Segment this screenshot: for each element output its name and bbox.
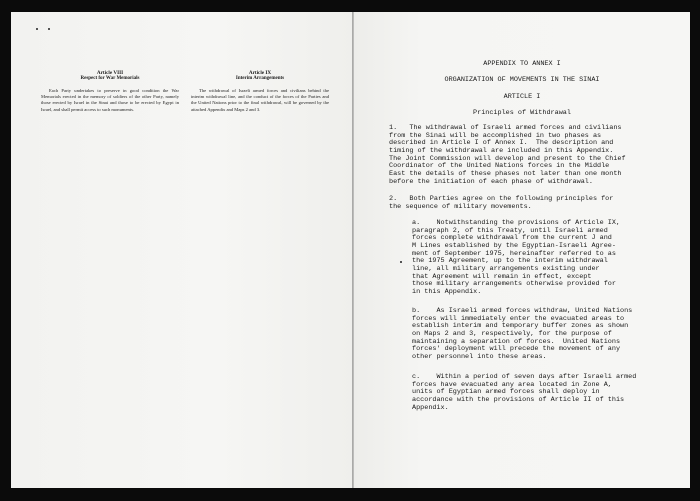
right-page bbox=[354, 12, 690, 488]
article-ix bbox=[191, 70, 329, 113]
appendix-subheading: ORGANIZATION OF MOVEMENTS IN THE SINAI bbox=[444, 76, 600, 84]
ink-dot bbox=[48, 28, 50, 30]
paragraph-1: 1. The withdrawal of Israeli armed forces and civilians from the Sinai will be accomplished in two phases as described in Article I of Annex I. The description and timing of the withdrawal are included in this Appendix. The Joint Commission will develop and present to the Chief Coordinator of the United Nations forces in the Middle East the details of these phases not later than one month before the initiation of each phase of withdrawal. bbox=[389, 124, 626, 186]
ink-dot bbox=[400, 261, 402, 263]
article-heading: ARTICLE I bbox=[503, 93, 541, 101]
article-viii-subtitle: Respect for War Memorials bbox=[80, 76, 140, 82]
paragraph-2b: b. As Israeli armed forces withdraw, United Nations forces will immediately enter the evacuated areas to establish interim and temporary buffer zones as shown on Maps 2 and 3, respectively, for the purpose of maintaining a separation of forces. United Nations forces' deployment will precede the movement of any other personnel into these areas. bbox=[412, 307, 633, 361]
ink-dot bbox=[36, 28, 38, 30]
paragraph-2a: a. Notwithstanding the provisions of Article IX, paragraph 2, of this Treaty, until Israeli armed forces complete withdrawal from the current J and M Lines established by the Egyptian-Israeli Agree- ment of September 1975, hereinafter referred to as the 1975 Agreement, up to the interim withdrawal line, all military arrangements existing under that Agreement will remain in effect, except those military arrangements otherwise provided for in this Appendix. bbox=[412, 219, 621, 296]
article-viii-title: Article VIII bbox=[96, 70, 124, 76]
article-ix-subtitle: Interim Arrangements bbox=[235, 76, 285, 82]
article-viii-body: Each Party undertakes to preserve in good condition the War Memorials erected in the memory of soldiers of the other Party, namely those erected by Israel in the Sinai and those to be erected by Egypt in Israel, and shall permit access to such monuments. bbox=[41, 87, 179, 112]
article-viii bbox=[41, 70, 179, 113]
article-ix-body: The withdrawal of Israeli armed forces and civilians behind the interim withdrawal line, and the conduct of the forces of the Parties and the United Nations prior to the final withdrawal, will be governed by the attached Appendix and Maps 2 and 3. bbox=[191, 87, 329, 112]
article-ix-title: Article IX bbox=[248, 70, 272, 76]
appendix-heading: APPENDIX TO ANNEX I bbox=[483, 60, 561, 68]
left-page bbox=[11, 12, 353, 488]
paragraph-2: 2. Both Parties agree on the following principles for the sequence of military movements. bbox=[389, 195, 614, 211]
paragraph-2c: c. Within a period of seven days after Israeli armed forces have evacuated any area located in Zone A, units of Egyptian armed forces shall deploy in accordance with the provisions of Article II of this Appendix. bbox=[412, 373, 637, 412]
article-title: Principles of Withdrawal bbox=[473, 109, 571, 117]
